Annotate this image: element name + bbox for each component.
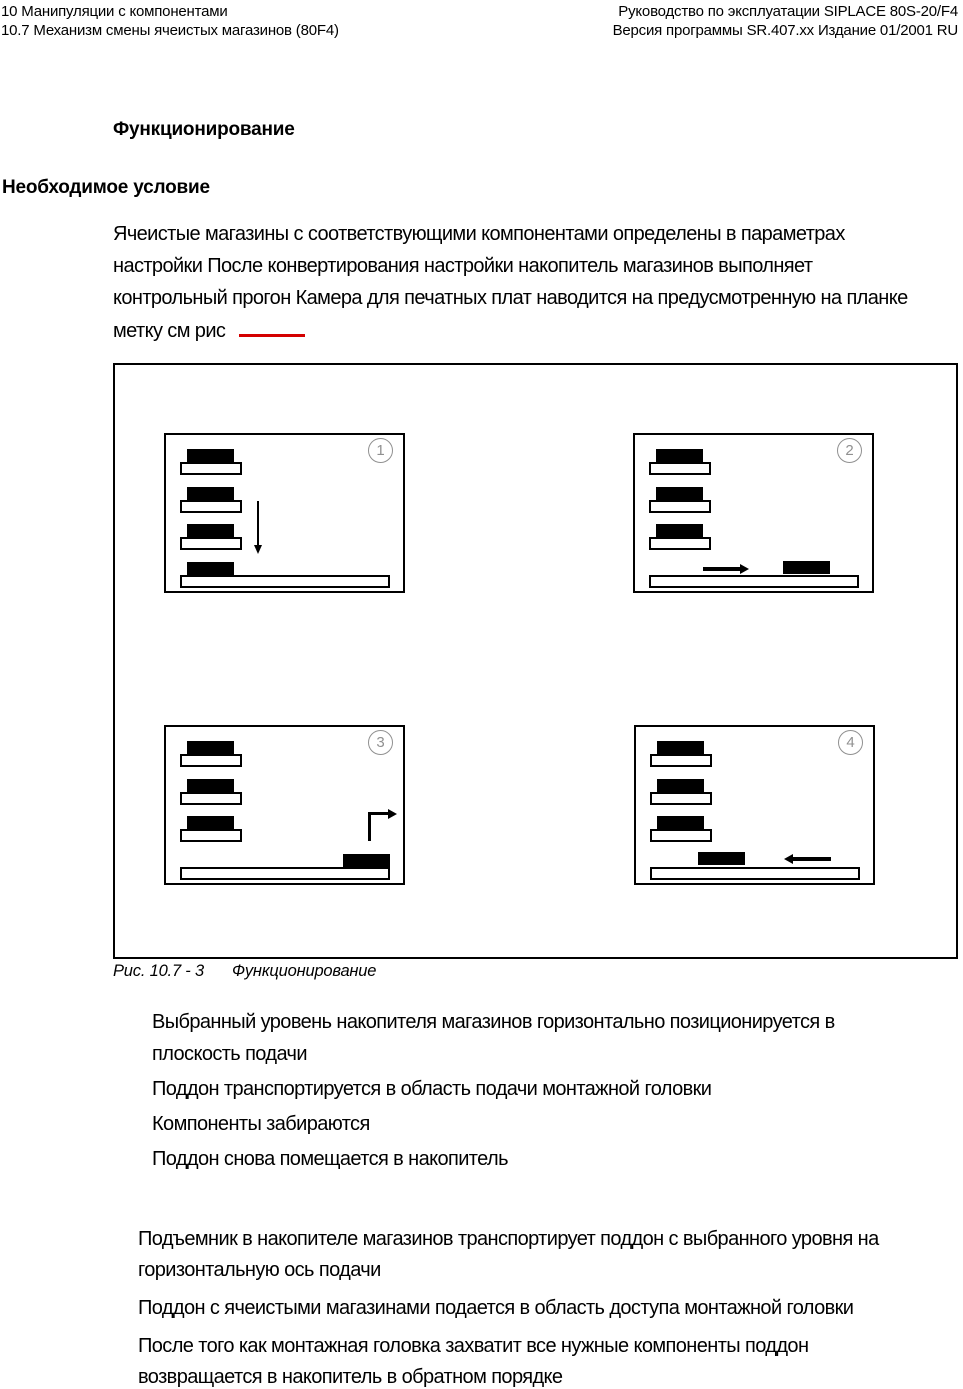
section-heading: Необходимое условие (2, 177, 210, 198)
paragraph-line: Подъемник в накопителе магазинов транспортирует поддон с выбранного уровня на (138, 1228, 879, 1250)
pallet (187, 816, 234, 829)
panel-number-badge: 3 (368, 730, 393, 755)
magazine-shelf (650, 754, 712, 767)
right-arrow-icon (703, 564, 749, 574)
pallet (187, 524, 234, 537)
panel-number-badge: 4 (838, 730, 863, 755)
intro-line-text: метку см рис (113, 320, 226, 342)
step-line: плоскость подачи (152, 1043, 307, 1065)
header-chapter: 10 Манипуляции с компонентами (1, 3, 228, 20)
figure-caption (113, 962, 376, 981)
header-left (1, 2, 339, 40)
list-item (152, 1006, 835, 1070)
pallet (187, 741, 234, 754)
figure-frame (113, 363, 958, 959)
pallet (657, 816, 704, 829)
figure-panel-2 (633, 433, 874, 593)
intro-line: контрольный прогон Камера для печатных плат наводится на предусмотренную на планке (113, 287, 908, 309)
pallet (187, 779, 234, 792)
transport-tray (180, 867, 390, 880)
figure-reference-link[interactable] (239, 314, 305, 337)
figure-panel-3 (164, 725, 405, 885)
pallet-on-tray (783, 561, 830, 574)
step-line: Компоненты забираются (152, 1113, 370, 1135)
paragraph (138, 1293, 879, 1324)
pallet (656, 524, 703, 537)
paragraph-line: горизонтальную ось подачи (138, 1259, 381, 1281)
figure-caption-label: Рис. 10.7 - 3 (113, 962, 204, 980)
pallet (187, 487, 234, 500)
step-line: Поддон транспортируется в область подачи монтажной головки (152, 1078, 712, 1100)
step-line: Поддон снова помещается в накопитель (152, 1148, 508, 1170)
pallet-on-tray (343, 854, 390, 867)
magazine-shelf (650, 829, 712, 842)
magazine-shelf (180, 537, 242, 550)
paragraph-line: возвращается в накопитель в обратном порядке (138, 1366, 563, 1388)
figure-panel-1 (164, 433, 405, 593)
transport-tray (180, 575, 390, 588)
figure-panel-4 (634, 725, 875, 885)
paragraph (138, 1224, 879, 1286)
up-right-bent-arrow-icon (368, 809, 394, 838)
magazine-shelf (649, 537, 711, 550)
intro-line: настройки После конвертирования настройки накопитель магазинов выполняет (113, 255, 813, 277)
list-item (152, 1073, 835, 1105)
panel-number-badge: 1 (368, 438, 393, 463)
pallet (656, 487, 703, 500)
magazine-shelf (180, 500, 242, 513)
paragraph-line: После того как монтажная головка захватит все нужные компоненты поддон (138, 1335, 809, 1357)
left-arrow-icon (784, 854, 831, 864)
magazine-shelf (180, 462, 242, 475)
figure-caption-text: Функционирование (231, 962, 377, 980)
panel-number-badge: 2 (837, 438, 862, 463)
header-section: 10.7 Механизм смены ячеистых магазинов (80F4) (1, 22, 339, 39)
magazine-shelf (650, 792, 712, 805)
magazine-shelf (649, 500, 711, 513)
paragraph-line: Поддон с ячеистыми магазинами подается в область доступа монтажной головки (138, 1297, 854, 1319)
down-arrow-icon (254, 501, 262, 553)
transport-tray (649, 575, 859, 588)
step-line: Выбранный уровень накопителя магазинов горизонтально позиционируется в (152, 1011, 835, 1033)
intro-line: Ячеистые магазины с соответствующими компонентами определены в параметрах (113, 223, 845, 245)
header-manual-title: Руководство по эксплуатации SIPLACE 80S-20/F4 (618, 3, 958, 20)
pallet (657, 741, 704, 754)
pallet (187, 449, 234, 462)
magazine-shelf (180, 754, 242, 767)
magazine-shelf (180, 829, 242, 842)
list-item (152, 1143, 835, 1175)
header-right (613, 2, 958, 40)
pallet (656, 449, 703, 462)
pallet-on-tray (698, 852, 745, 865)
intro-paragraph (113, 218, 908, 347)
magazine-shelf (649, 462, 711, 475)
magazine-shelf (180, 792, 242, 805)
closing-paragraphs (138, 1224, 879, 1389)
pallet-on-tray (187, 562, 234, 575)
list-item (152, 1108, 835, 1140)
pallet (657, 779, 704, 792)
paragraph (138, 1331, 879, 1389)
page-title: Функционирование (113, 119, 295, 140)
intro-line (113, 314, 908, 347)
transport-tray (650, 867, 860, 880)
header-version: Версия программы SR.407.xx Издание 01/2001 RU (612, 22, 958, 39)
steps-list (152, 1006, 835, 1178)
